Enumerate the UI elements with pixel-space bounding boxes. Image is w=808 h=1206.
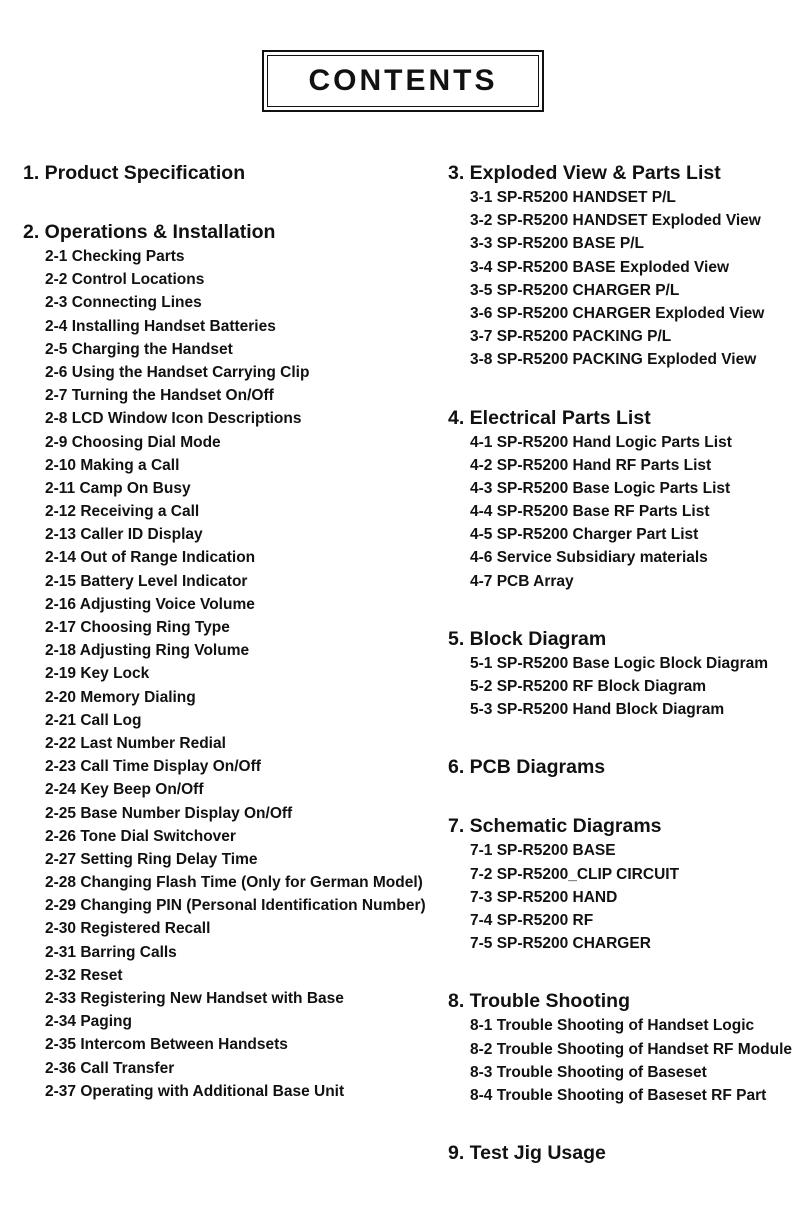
toc-entry[interactable]: 5-2 SP-R5200 RF Block Diagram <box>470 678 707 695</box>
toc-section <box>448 160 798 372</box>
toc-section <box>448 754 798 780</box>
toc-entry[interactable]: 7-4 SP-R5200 RF <box>470 911 594 929</box>
toc-entry[interactable]: 2-6 Using the Handset Carrying Clip <box>45 363 310 381</box>
toc-entry[interactable]: 4-5 SP-R5200 Charger Part List <box>470 526 699 544</box>
toc-entry[interactable]: 2-25 Base Number Display On/Off <box>45 804 293 822</box>
section-item-list <box>23 245 426 1103</box>
section-item-list <box>448 839 798 955</box>
toc-entry[interactable]: 2-31 Barring Calls <box>45 943 177 961</box>
toc-entry[interactable]: 2-8 LCD Window Icon Descriptions <box>45 410 302 428</box>
toc-entry[interactable]: 2-18 Adjusting Ring Volume <box>45 642 250 660</box>
toc-entry[interactable]: 2-29 Changing PIN (Personal Identification Number) <box>45 897 426 915</box>
toc-entry[interactable]: 2-21 Call Log <box>45 711 142 729</box>
toc-entry[interactable]: 7-5 SP-R5200 CHARGER <box>470 935 651 953</box>
toc-entry[interactable]: 2-33 Registering New Handset with Base <box>45 990 344 1007</box>
toc-entry[interactable]: 2-10 Making a Call <box>45 456 180 474</box>
toc-entry[interactable]: 2-27 Setting Ring Delay Time <box>45 850 258 868</box>
page-title: CONTENTS <box>267 55 539 107</box>
toc-entry[interactable]: 2-7 Turning the Handset On/Off <box>45 387 274 405</box>
toc-entry[interactable]: 7-3 SP-R5200 HAND <box>470 888 618 906</box>
toc-left-column <box>23 160 426 1103</box>
toc-entry[interactable]: 2-2 Control Locations <box>45 271 205 289</box>
section-spacer <box>448 955 798 988</box>
toc-entry[interactable]: 8-1 Trouble Shooting of Handset Logic <box>470 1017 755 1035</box>
toc-entry[interactable]: 3-5 SP-R5200 CHARGER P/L <box>470 281 680 299</box>
toc-entry[interactable]: 2-37 Operating with Additional Base Unit <box>45 1082 345 1100</box>
toc-entry[interactable]: 4-7 PCB Array <box>470 572 574 590</box>
toc-entry[interactable]: 3-4 SP-R5200 BASE Exploded View <box>470 258 730 276</box>
toc-entry[interactable]: 2-3 Connecting Lines <box>45 294 202 312</box>
section-item-list <box>448 186 798 372</box>
toc-entry[interactable]: 3-6 SP-R5200 CHARGER Exploded View <box>470 304 765 322</box>
toc-entry[interactable]: 2-26 Tone Dial Switchover <box>45 827 236 845</box>
toc-entry[interactable]: 3-8 SP-R5200 PACKING Exploded View <box>470 351 757 369</box>
toc-entry[interactable]: 3-2 SP-R5200 HANDSET Exploded View <box>470 212 761 230</box>
toc-entry[interactable]: 2-4 Installing Handset Batteries <box>45 317 276 335</box>
toc-section <box>448 405 798 593</box>
toc-entry[interactable]: 2-19 Key Lock <box>45 665 150 683</box>
toc-entry[interactable]: 5-3 SP-R5200 Hand Block Diagram <box>470 701 725 719</box>
toc-entry[interactable]: 4-1 SP-R5200 Hand Logic Parts List <box>470 433 732 451</box>
toc-entry[interactable]: 2-35 Intercom Between Handsets <box>45 1036 288 1054</box>
toc-entry[interactable]: 8-3 Trouble Shooting of Baseset <box>470 1063 707 1081</box>
section-spacer <box>23 186 423 219</box>
toc-right-column <box>448 160 798 1166</box>
toc-entry[interactable]: 7-1 SP-R5200 BASE <box>470 842 616 860</box>
toc-entry[interactable]: 2-11 Camp On Busy <box>45 479 191 497</box>
section-heading[interactable]: 4. Electrical Parts List <box>448 406 651 429</box>
toc-entry[interactable]: 2-22 Last Number Redial <box>45 734 226 752</box>
toc-entry[interactable]: 2-32 Reset <box>45 966 123 984</box>
toc-entry[interactable]: 2-30 Registered Recall <box>45 920 211 938</box>
toc-entry[interactable]: 2-16 Adjusting Voice Volume <box>45 595 255 613</box>
section-heading[interactable]: 9. Test Jig Usage <box>448 1142 606 1165</box>
section-heading[interactable]: 3. Exploded View & Parts List <box>448 162 721 184</box>
toc-section <box>448 988 798 1107</box>
section-heading[interactable]: 7. Schematic Diagrams <box>448 815 662 838</box>
toc-entry[interactable]: 3-3 SP-R5200 BASE P/L <box>470 235 645 253</box>
toc-entry[interactable]: 2-5 Charging the Handset <box>45 340 233 358</box>
toc-section <box>448 626 798 722</box>
toc-entry[interactable]: 7-2 SP-R5200_CLIP CIRCUIT <box>470 865 680 883</box>
toc-entry[interactable]: 3-1 SP-R5200 HANDSET P/L <box>470 189 676 206</box>
section-spacer <box>448 593 798 626</box>
toc-section <box>448 1140 798 1166</box>
toc-entry[interactable]: 2-28 Changing Flash Time (Only for German Model) <box>45 874 423 892</box>
toc-entry[interactable]: 2-12 Receiving a Call <box>45 503 200 521</box>
section-item-list <box>448 652 798 722</box>
section-item-list <box>448 1014 798 1107</box>
toc-entry[interactable]: 2-24 Key Beep On/Off <box>45 781 204 799</box>
toc-entry[interactable]: 4-3 SP-R5200 Base Logic Parts List <box>470 479 731 497</box>
toc-section <box>23 160 423 186</box>
toc-section <box>448 813 798 955</box>
toc-entry[interactable]: 2-1 Checking Parts <box>45 248 185 265</box>
toc-entry[interactable]: 4-4 SP-R5200 Base RF Parts List <box>470 503 710 521</box>
toc-entry[interactable]: 5-1 SP-R5200 Base Logic Block Diagram <box>470 654 769 672</box>
toc-entry[interactable]: 8-4 Trouble Shooting of Baseset RF Part <box>470 1086 767 1104</box>
toc-entry[interactable]: 2-15 Battery Level Indicator <box>45 572 248 590</box>
contents-title-box <box>262 50 544 112</box>
toc-entry[interactable]: 2-9 Choosing Dial Mode <box>45 433 221 451</box>
section-spacer <box>448 372 798 405</box>
toc-entry[interactable]: 2-23 Call Time Display On/Off <box>45 758 261 776</box>
section-spacer <box>448 721 798 754</box>
toc-section <box>23 219 426 1103</box>
toc-entry[interactable]: 2-17 Choosing Ring Type <box>45 619 230 636</box>
section-heading[interactable]: 8. Trouble Shooting <box>448 990 630 1013</box>
section-heading[interactable]: 5. Block Diagram <box>448 627 607 650</box>
section-heading[interactable]: 2. Operations & Installation <box>23 221 276 243</box>
toc-entry[interactable]: 2-20 Memory Dialing <box>45 688 196 706</box>
section-spacer <box>448 1107 798 1140</box>
toc-entry[interactable]: 4-2 SP-R5200 Hand RF Parts List <box>470 456 712 474</box>
section-heading[interactable]: 1. Product Specification <box>23 162 246 184</box>
section-spacer <box>448 780 798 813</box>
toc-entry[interactable]: 3-7 SP-R5200 PACKING P/L <box>470 328 672 346</box>
toc-entry[interactable]: 2-13 Caller ID Display <box>45 526 203 544</box>
toc-entry[interactable]: 8-2 Trouble Shooting of Handset RF Module <box>470 1040 793 1058</box>
toc-entry[interactable]: 2-36 Call Transfer <box>45 1059 175 1077</box>
section-item-list <box>448 431 798 593</box>
toc-entry[interactable]: 4-6 Service Subsidiary materials <box>470 549 708 567</box>
toc-entry[interactable]: 2-14 Out of Range Indication <box>45 549 256 567</box>
section-heading[interactable]: 6. PCB Diagrams <box>448 756 606 779</box>
toc-entry[interactable]: 2-34 Paging <box>45 1013 132 1031</box>
